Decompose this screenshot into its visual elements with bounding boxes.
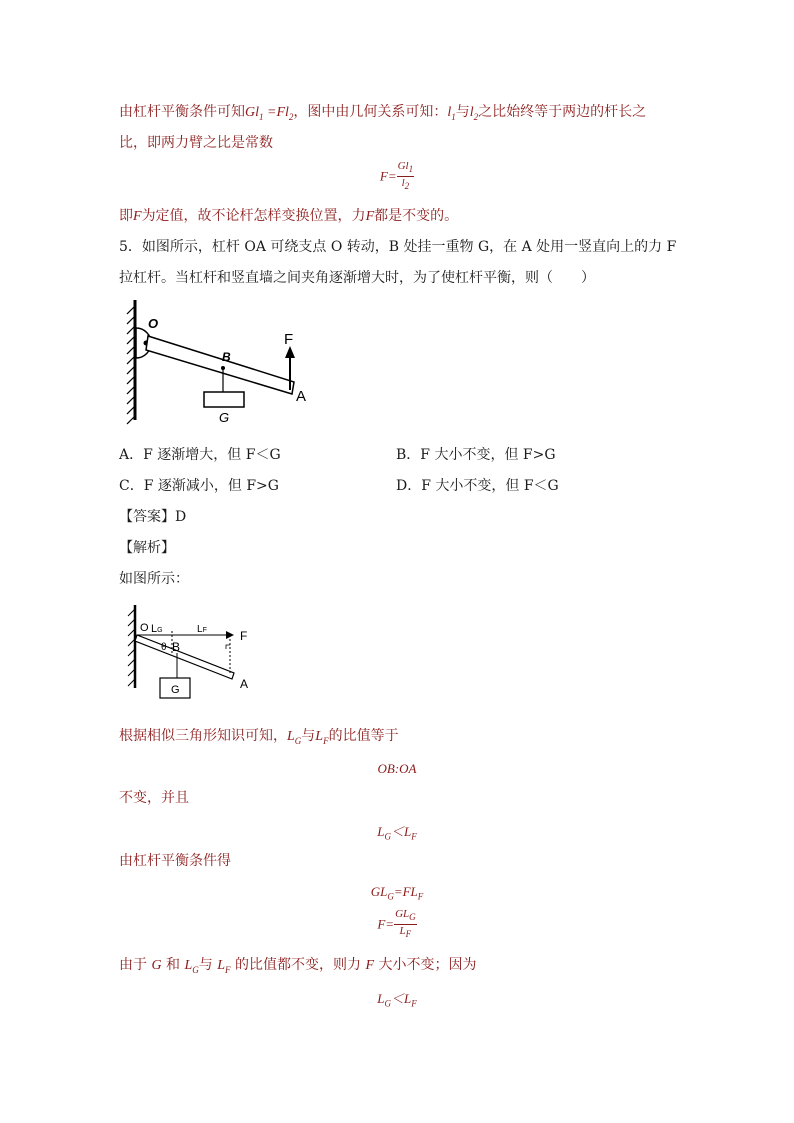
inequality-1: $L_G<L_F$ bbox=[377, 824, 417, 842]
option-A[interactable]: A．F 逐渐增大，但 F＜G bbox=[119, 447, 281, 463]
fig2-label-F: F bbox=[240, 629, 248, 643]
var-l2: $l_2$ bbox=[469, 105, 479, 122]
inequality-2: $L_G<L_F$ bbox=[377, 991, 417, 1009]
ratio-OB-OA: OB:OA bbox=[377, 761, 417, 776]
as-shown-text: 如图所示： bbox=[119, 571, 189, 587]
analysis-para-2: 不变，并且 bbox=[119, 790, 189, 806]
equation-1: $Gl_1 =Fl_2$ bbox=[245, 105, 294, 122]
formula-F: F= $\frac{Gl_1}{l_2}$ bbox=[379, 160, 414, 192]
intro-line-1: 由杠杆平衡条件可知$Gl_1 =Fl_2$，图中由几何关系可知：$l_1$与$l_2$之比始终等于两边的杆长之 bbox=[119, 104, 647, 122]
fig2-label-LF: LF bbox=[197, 624, 207, 635]
fig1-label-O: O bbox=[148, 316, 159, 331]
analysis-para-3: 由杠杆平衡条件得 bbox=[119, 853, 231, 869]
analysis-para-4: 由于 G 和 $L_G$与 $L_F$ 的比值都不变，则力 F 大小不变；因为 bbox=[119, 957, 477, 975]
question-line-2: 拉杠杆。当杠杆和竖直墙之间夹角逐渐增大时，为了使杠杆平衡，则（ ） bbox=[119, 270, 595, 286]
option-D[interactable]: D．F 大小不变，但 F＜G bbox=[396, 478, 559, 494]
fig1-label-A: A bbox=[296, 388, 307, 405]
fig2-label-B: B bbox=[172, 640, 181, 654]
intro-line-3: 即F为定值，故不论杆怎样变换位置，力F都是不变的。 bbox=[119, 208, 459, 224]
option-C[interactable]: C．F 逐渐减小，但 F>G bbox=[119, 478, 279, 494]
intro-text: ，图中由几何关系可知： bbox=[293, 104, 448, 120]
fig2-label-A: A bbox=[240, 677, 249, 691]
analysis-label: 【解析】 bbox=[119, 540, 175, 556]
fig2-label-O: O bbox=[140, 622, 149, 634]
fig1-label-F: F bbox=[284, 331, 294, 348]
equation-2: $GL_G=FL_F$ bbox=[370, 884, 424, 902]
fig2-label-G: G bbox=[171, 684, 180, 696]
fig1-label-B: B bbox=[222, 350, 231, 364]
answer-label: 【答案】D bbox=[119, 509, 187, 525]
analysis-figure bbox=[122, 603, 262, 703]
question-line-1: 5．如图所示，杠杆 OA 可绕支点 O 转动，B 处挂一重物 G，在 A 处用一竖直向上的力 F bbox=[119, 239, 677, 255]
formula-F-2: F= $\frac{GL_G}{L_F}$ bbox=[377, 908, 416, 940]
fig2-label-LG: LG bbox=[151, 623, 163, 635]
lever-figure bbox=[120, 298, 320, 428]
var-l1: $l_1$ bbox=[447, 105, 456, 122]
option-B[interactable]: B．F 大小不变，但 F>G bbox=[396, 447, 556, 463]
fig1-label-G: G bbox=[219, 410, 230, 425]
intro-line-2: 比，即两力臂之比是常数 bbox=[119, 135, 273, 151]
intro-text: 由杠杆平衡条件可知 bbox=[119, 104, 245, 120]
fig2-label-theta: θ bbox=[161, 642, 167, 653]
analysis-para-1: 根据相似三角形知识可知，$L_G$与$L_F$的比值等于 bbox=[119, 728, 399, 746]
